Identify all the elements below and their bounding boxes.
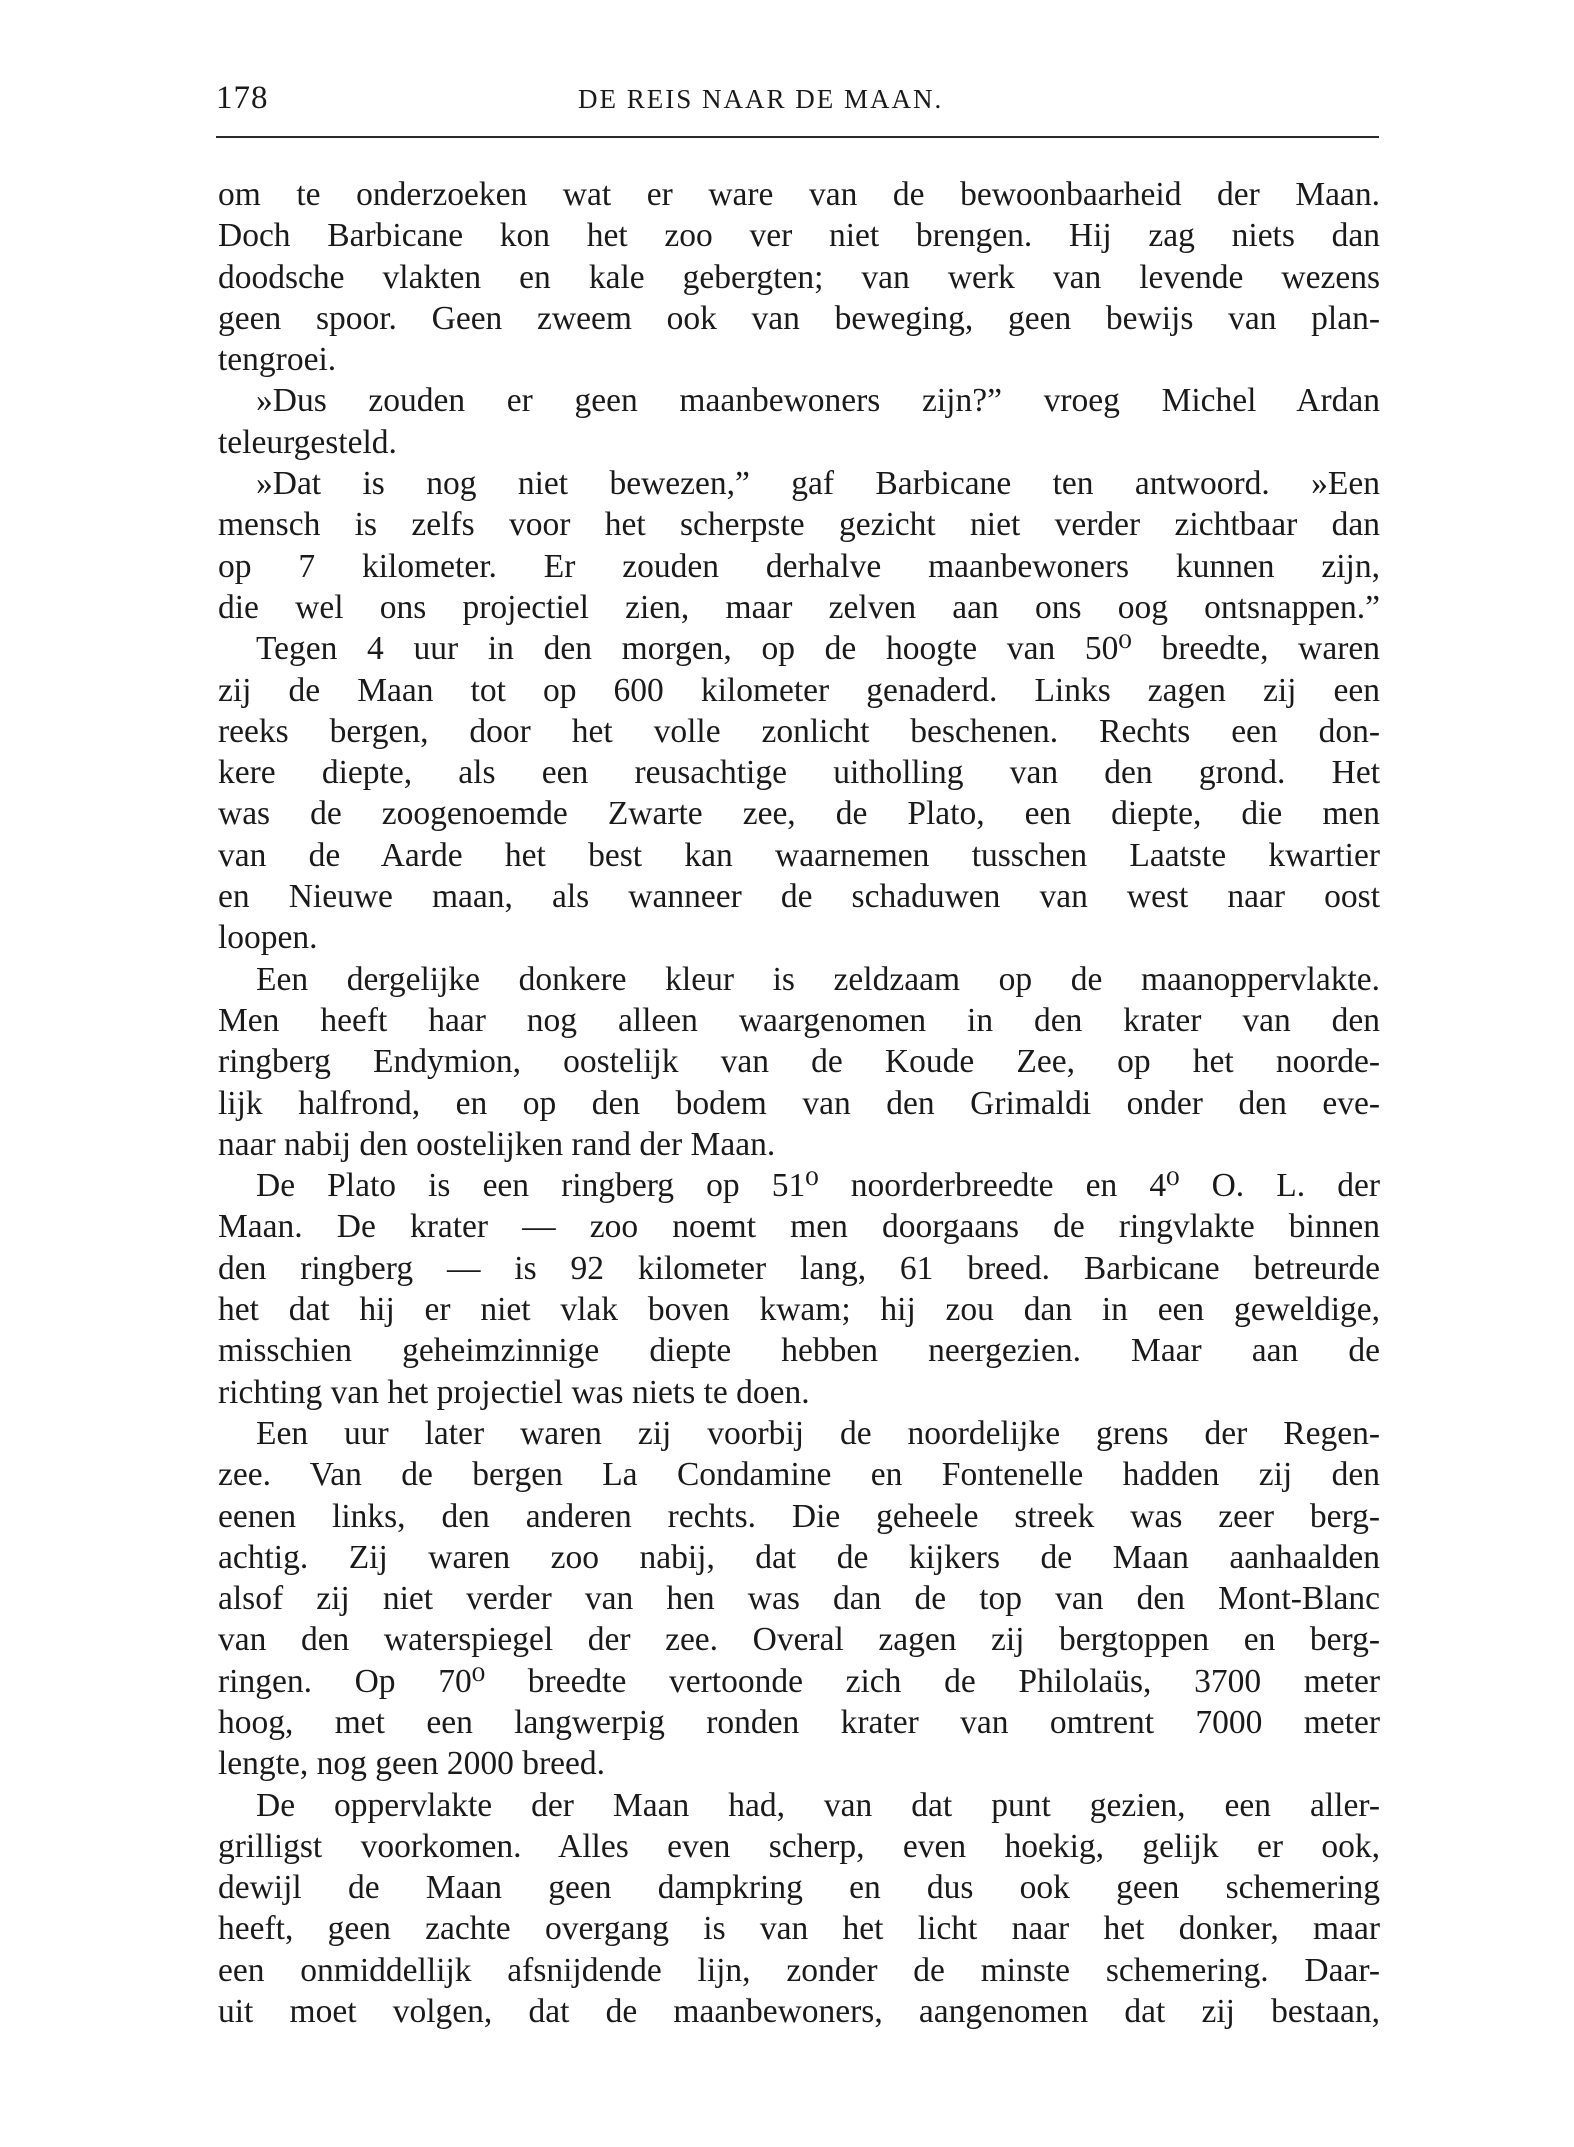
text-line: dewijl de Maan geen dampkring en dus ook geen schemering — [218, 1869, 1380, 1907]
text-line: tengroei. — [218, 341, 337, 379]
text-line: van de Aarde het best kan waarnemen tusschen Laatste kwartier — [218, 836, 1380, 874]
text-line: achtig. Zij waren zoo nabij, dat de kijkers de Maan aanhaalden — [218, 1538, 1380, 1576]
running-title: DE REIS NAAR DE MAAN. — [578, 84, 944, 114]
text-line: zee. Van de bergen La Condamine en Fontenelle hadden zij den — [218, 1456, 1380, 1494]
text-line: mensch is zelfs voor het scherpste gezicht niet verder zichtbaar dan — [218, 506, 1380, 544]
text-line: »Dus zouden er geen maanbewoners zijn?” vroeg Michel Ardan — [256, 382, 1380, 420]
text-body — [218, 174, 1380, 2032]
text-line: lengte, nog geen 2000 breed. — [218, 1745, 605, 1783]
page-number: 178 — [216, 80, 269, 116]
text-line: Een dergelijke donkere kleur is zeldzaam op de maanoppervlakte. — [256, 960, 1380, 998]
text-line: was de zoogenoemde Zwarte zee, de Plato, een diepte, die men — [218, 795, 1380, 833]
text-line: zij de Maan tot op 600 kilometer genaderd. Links zagen zij een — [218, 671, 1380, 709]
text-line: Een uur later waren zij voorbij de noordelijke grens der Regen- — [256, 1414, 1380, 1452]
text-line: teleurgesteld. — [218, 423, 397, 461]
text-line: grilligst voorkomen. Alles even scherp, even hoekig, gelijk er ook, — [218, 1827, 1380, 1865]
text-line: uit moet volgen, dat de maanbewoners, aangenomen dat zij bestaan, — [218, 1993, 1380, 2031]
text-line: lijk halfrond, en op den bodem van den Grimaldi onder den eve- — [218, 1084, 1380, 1122]
text-line: alsof zij niet verder van hen was dan de top van den Mont-Blanc — [218, 1580, 1380, 1618]
text-line: om te onderzoeken wat er ware van de bewoonbaarheid der Maan. — [218, 176, 1380, 213]
text-line: richting van het projectiel was niets te doen. — [218, 1373, 810, 1411]
text-line: die wel ons projectiel zien, maar zelven aan ons oog ontsnappen.” — [218, 588, 1380, 626]
text-line: ringen. Op 70⁰ breedte vertoonde zich de Philolaüs, 3700 meter — [218, 1662, 1380, 1700]
text-line: Doch Barbicane kon het zoo ver niet brengen. Hij zag niets dan — [218, 217, 1380, 255]
text-line: doodsche vlakten en kale gebergten; van werk van levende wezens — [218, 258, 1380, 296]
text-line: »Dat is nog niet bewezen,” gaf Barbicane ten antwoord. »Een — [256, 465, 1380, 503]
text-line: naar nabij den oostelijken rand der Maan. — [218, 1125, 776, 1163]
text-line: van den waterspiegel der zee. Overal zagen zij bergtoppen en berg- — [218, 1621, 1380, 1659]
text-line: reeks bergen, door het volle zonlicht beschenen. Rechts een don- — [218, 712, 1380, 750]
text-line: heeft, geen zachte overgang is van het licht naar het donker, maar — [218, 1910, 1380, 1948]
header-rule — [216, 136, 1379, 138]
text-line: een onmiddellijk afsnijdende lijn, zonder de minste schemering. Daar- — [218, 1951, 1380, 1989]
text-line: het dat hij er niet vlak boven kwam; hij zou dan in een geweldige, — [218, 1291, 1380, 1329]
text-line: op 7 kilometer. Er zouden derhalve maanbewoners kunnen zijn, — [218, 547, 1380, 585]
text-line: Men heeft haar nog alleen waargenomen in den krater van den — [218, 1001, 1380, 1039]
text-line: misschien geheimzinnige diepte hebben neergezien. Maar aan de — [218, 1332, 1380, 1370]
text-line: Tegen 4 uur in den morgen, op de hoogte van 50⁰ breedte, waren — [256, 630, 1380, 668]
text-line: ringberg Endymion, oostelijk van de Koude Zee, op het noorde- — [218, 1043, 1380, 1081]
text-line: kere diepte, als een reusachtige uitholling van den grond. Het — [218, 754, 1380, 792]
text-line: eenen links, den anderen rechts. Die geheele streek was zeer berg- — [218, 1497, 1380, 1535]
text-line: loopen. — [218, 919, 318, 957]
text-line: De Plato is een ringberg op 51⁰ noorderbreedte en 4⁰ O. L. der — [256, 1167, 1380, 1205]
text-line: De oppervlakte der Maan had, van dat punt gezien, een aller- — [256, 1786, 1380, 1824]
text-line: en Nieuwe maan, als wanneer de schaduwen van west naar oost — [218, 878, 1380, 916]
text-line: Maan. De krater — zoo noemt men doorgaans de ringvlakte binnen — [218, 1208, 1380, 1246]
text-line: geen spoor. Geen zweem ook van beweging, geen bewijs van plan- — [218, 299, 1380, 337]
text-line: den ringberg — is 92 kilometer lang, 61 breed. Barbicane betreurde — [218, 1249, 1380, 1287]
text-line: hoog, met een langwerpig ronden krater van omtrent 7000 meter — [218, 1703, 1380, 1741]
